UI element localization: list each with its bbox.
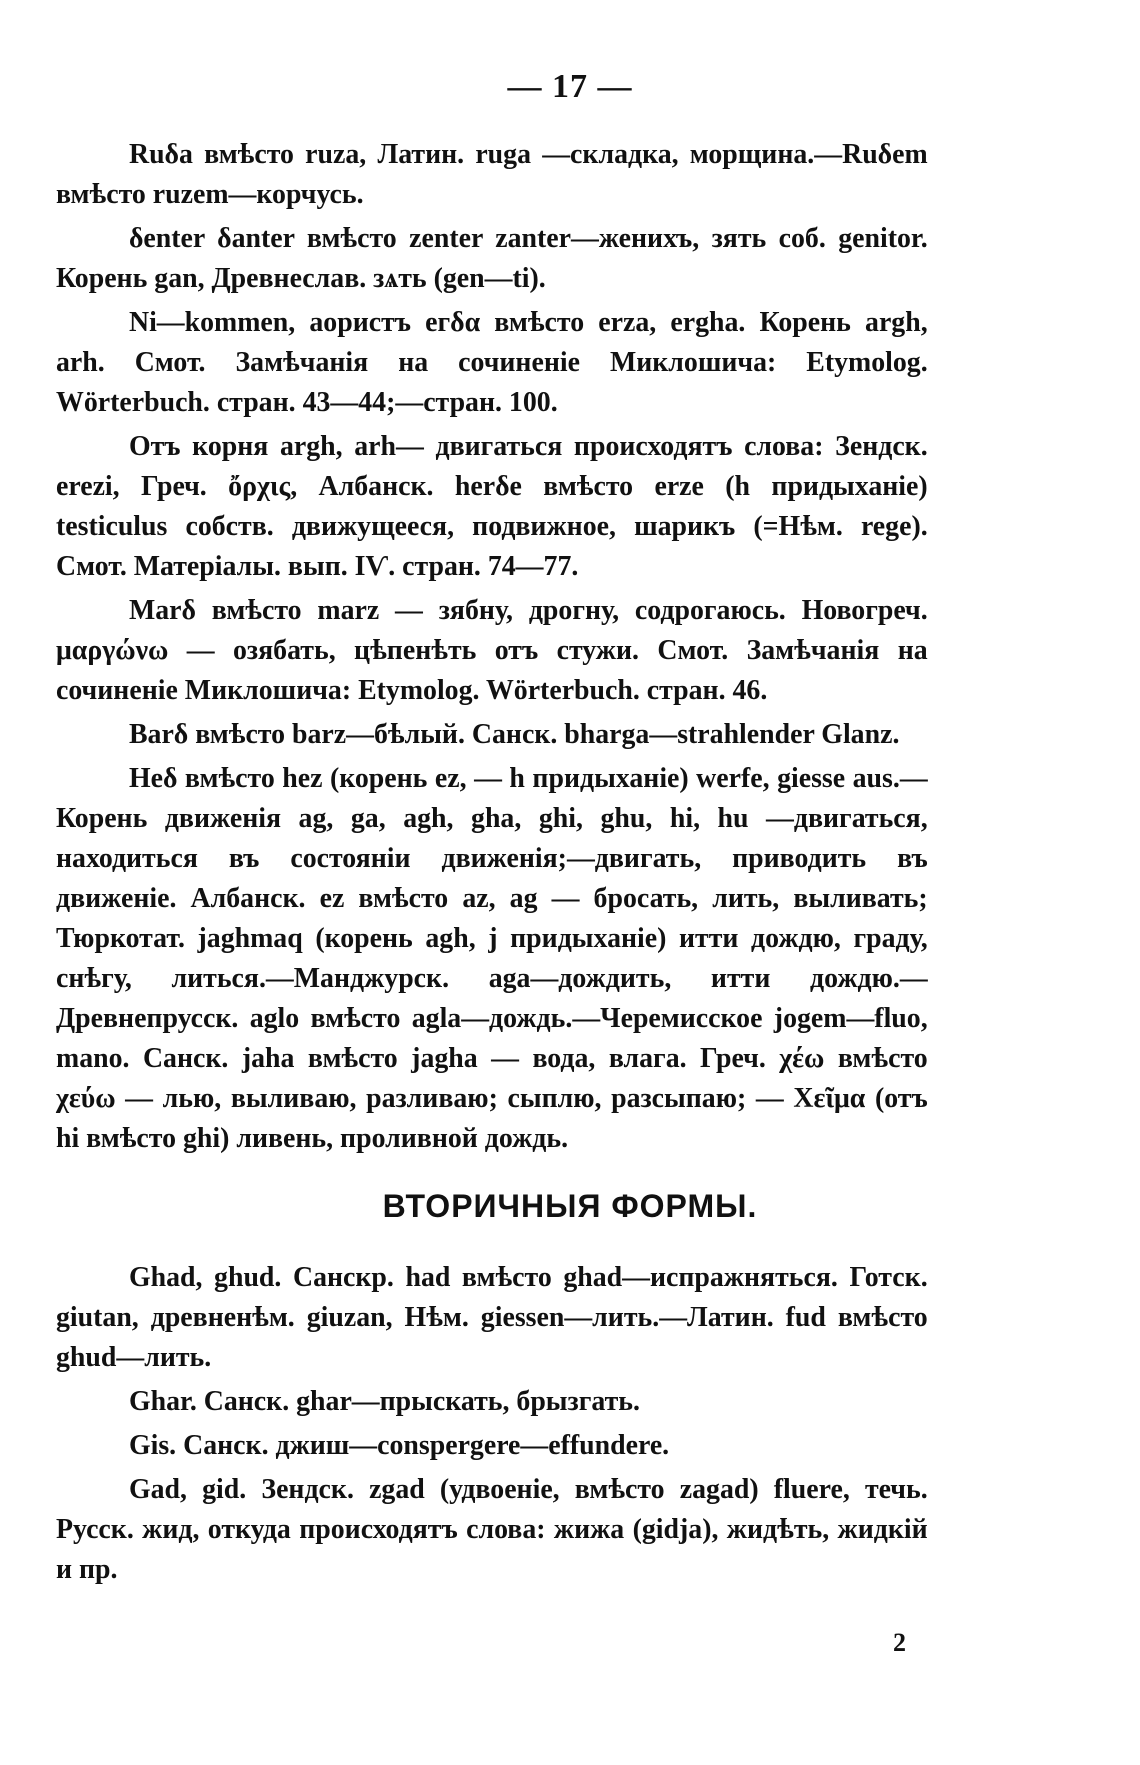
paragraph: Ruδa вмѣсто ruza, Латин. ruga —складка, морщина.—Ruδem вмѣсто ruzem—корчусь. bbox=[56, 138, 928, 210]
paragraph: Gad, gid. Зендск. zgad (удвоеніе, вмѣсто zagad) fluere, течь. Русск. жид, откуда происходятъ слова: жижа (gidja), жидѣть, жидкій и пр. bbox=[56, 1473, 928, 1585]
page-number: — 17 — bbox=[507, 68, 633, 105]
paragraph: δenter δanter вмѣсто zenter zanter—женихъ, зять соб. genitor. Корень gan, Древнеслав. зѧть (gen—ti). bbox=[56, 222, 928, 294]
printer-signature-mark: 2 bbox=[893, 1628, 906, 1657]
paragraph: Heδ вмѣсто hez (корень ez, — h придыханіе) werfe, giesse aus.—Корень движенія ag, ga, agh, gha, ghi, ghu, hi, hu —двигаться, находиться въ состояніи движенія;—двигать, приводить въ движеніе. Албанск. ez вмѣсто az, ag — бросать, лить, выливать; Тюркотат. jaghmaq (корень agh, j придыханіе) итти дождю, граду, снѣгу, литься.—Манджурск. aga—дождить, итти дождю.—Древнепрусск. aglo вмѣсто agla—дождь.—Черемисское jogem—fluo, mano. Санск. jaha вмѣсто jagha — вода, влага. Греч. χέω вмѣсто χεύω — лью, выливаю, разливаю; сыплю, разсыпаю; — Χεῖμα (отъ hi вмѣсто ghi) ливень, проливной дождь. bbox=[56, 762, 928, 1154]
paragraph: Barδ вмѣсто barz—бѣлый. Санск. bharga—strahlender Glanz. bbox=[128, 718, 900, 750]
secondary-forms-text-block bbox=[56, 1257, 928, 1593]
paragraph: Ghar. Санск. ghar—прыскать, брызгать. bbox=[128, 1385, 640, 1417]
paragraph: Отъ корня argh, arh— двигаться происходятъ слова: Зендск. erezi, Греч. ὄρχις, Албанск. herδe вмѣсто erze (h придыханіе) testiculus собств. движущееся, подвижное, шарикъ (=Нѣм. rege). Смот. Матеріалы. вып. IѴ. стран. 74—77. bbox=[56, 430, 928, 582]
paragraph: Ni—kommen, аористъ егδα вмѣсто erza, ergha. Корень argh, arh. Смот. Замѣчанія на сочиненіе Миклошича: Etymolog. Wörterbuch. стран. 43—44;—стран. 100. bbox=[56, 306, 928, 418]
paragraph: Marδ вмѣсто marz — зябну, дрогну, содрогаюсь. Новогреч. μαργώνω — озябать, цѣпенѣть отъ стужи. Смот. Замѣчанія на сочиненіе Миклошича: Etymolog. Wörterbuch. стран. 46. bbox=[56, 594, 928, 706]
section-heading: ВТОРИЧНЫЯ ФОРМЫ. bbox=[382, 1188, 758, 1224]
paragraph: Gis. Санск. джиш—conspergere—effundere. bbox=[128, 1429, 670, 1461]
paragraph: Ghad, ghud. Санскр. had вмѣсто ghad—испражняться. Готск. giutan, древненѣм. giuzan, Нѣм. giessen—лить.—Латин. fud вмѣсто ghud—лить. bbox=[56, 1261, 928, 1373]
main-text-block bbox=[56, 134, 928, 1162]
